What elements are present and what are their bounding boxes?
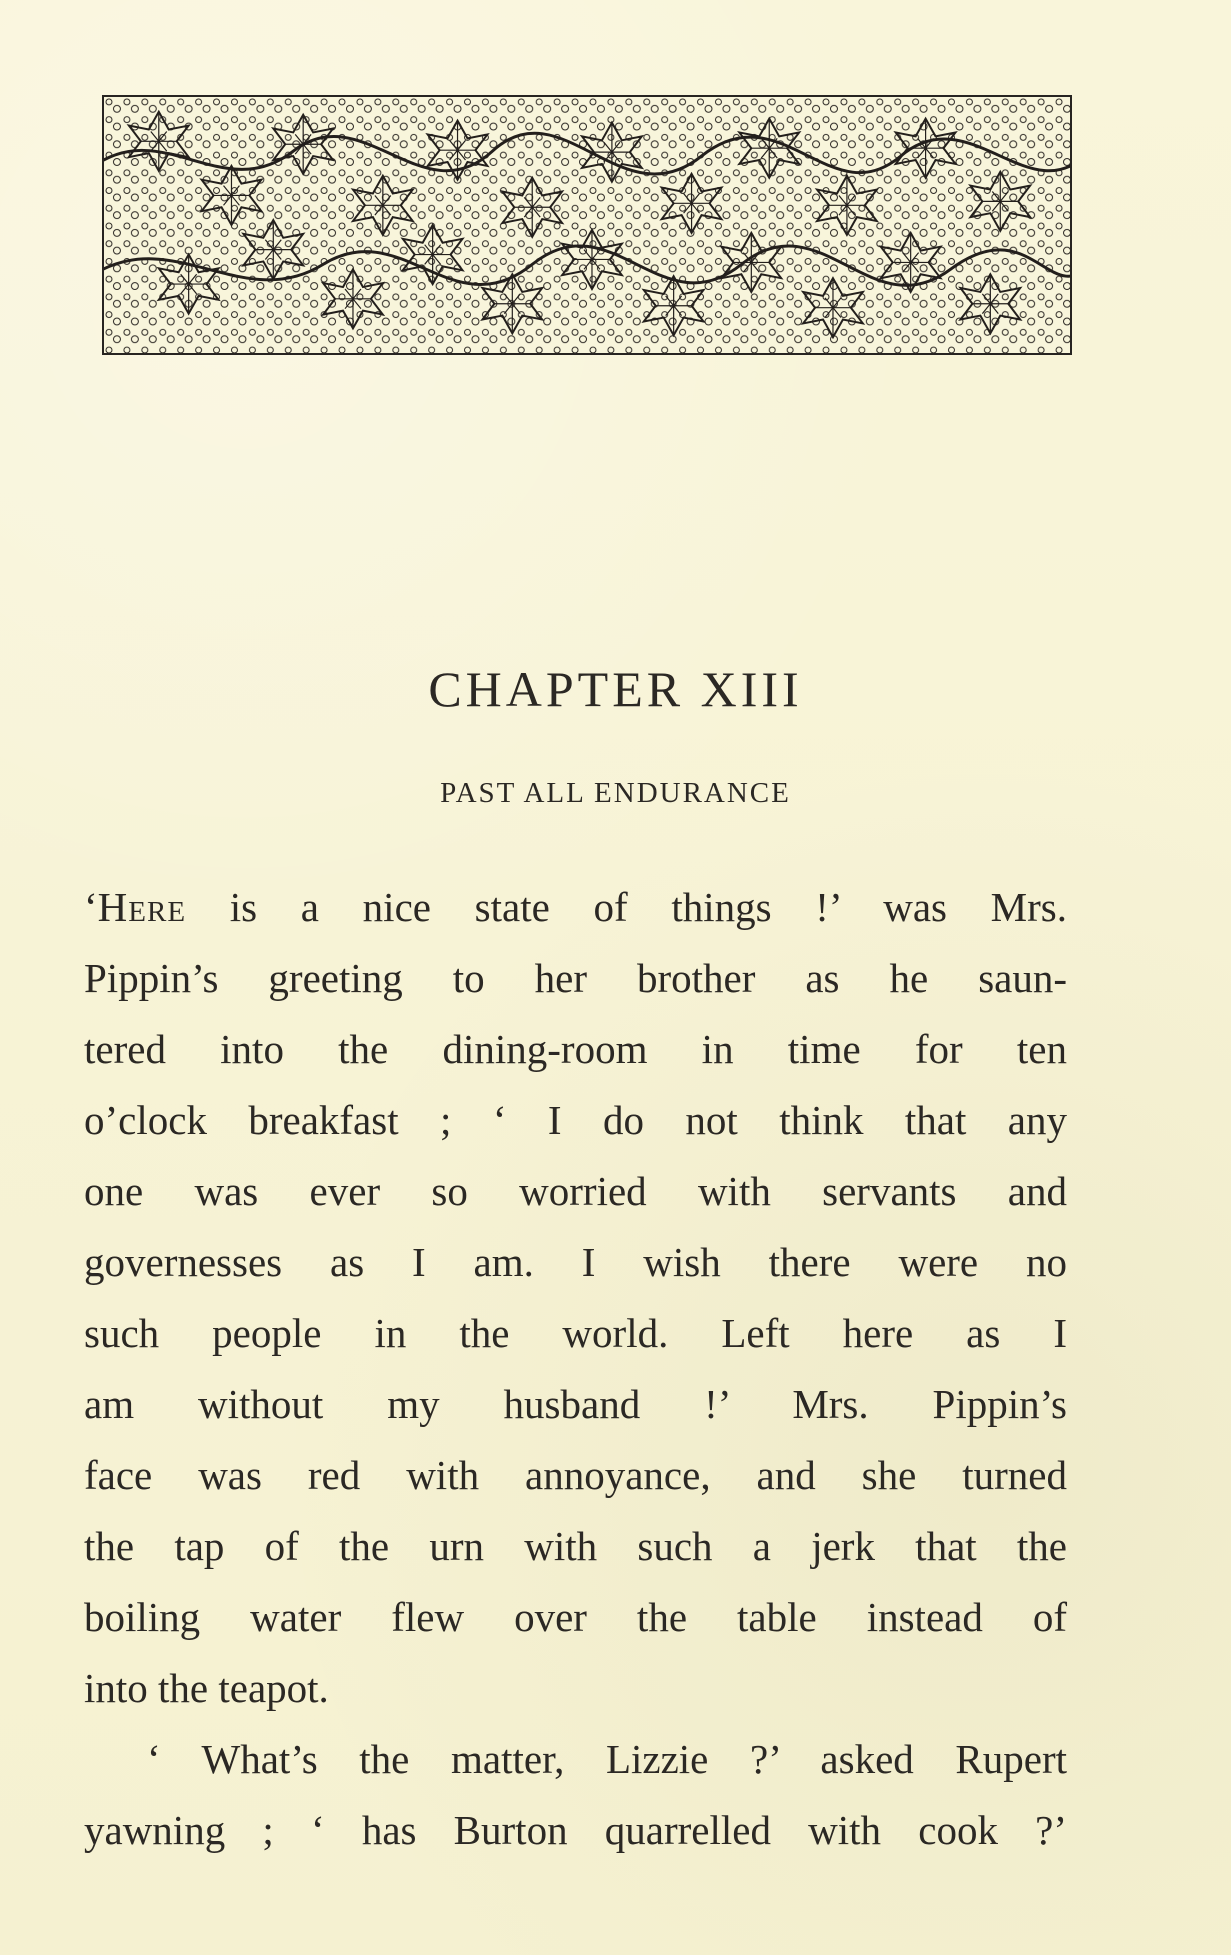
text-line-4: o’clock breakfast ; ‘ I do not think that any (84, 1097, 1067, 1143)
text-line-3: tered into the dining-room in time for ten (84, 1026, 1067, 1072)
opening-quote: ‘ (84, 884, 98, 930)
text-line-14: yawning ; ‘ has Burton quarrelled with cook ?’ (84, 1807, 1067, 1853)
text-line-12: into the teapot. (84, 1665, 329, 1711)
chapter-title: CHAPTER XIII (428, 661, 803, 717)
chapter-text (84, 872, 1067, 1866)
text-line-2: Pippin’s greeting to her brother as he saun- (84, 955, 1067, 1001)
opening-word: Here (97, 884, 187, 930)
text-line-8: am without my husband !’ Mrs. Pippin’s (84, 1381, 1067, 1427)
text-line-13: ‘ What’s the matter, Lizzie ?’ asked Rupert (147, 1736, 1067, 1782)
text-line-1-rest: is a nice state of things !’ was Mrs. (186, 884, 1067, 930)
text-line-7: such people in the world. Left here as I (84, 1310, 1067, 1356)
text-line-5: one was ever so worried with servants and (84, 1168, 1067, 1214)
text-line-11: boiling water flew over the table instead of (84, 1594, 1067, 1640)
chapter-subtitle: PAST ALL ENDURANCE (440, 777, 791, 809)
ivy-leaf-border-icon (102, 95, 1072, 355)
text-line-10: the tap of the urn with such a jerk that the (84, 1523, 1067, 1569)
text-line-6: governesses as I am. I wish there were no (84, 1239, 1067, 1285)
text-line-9: face was red with annoyance, and she turned (84, 1452, 1067, 1498)
text-line-1 (84, 872, 1067, 943)
